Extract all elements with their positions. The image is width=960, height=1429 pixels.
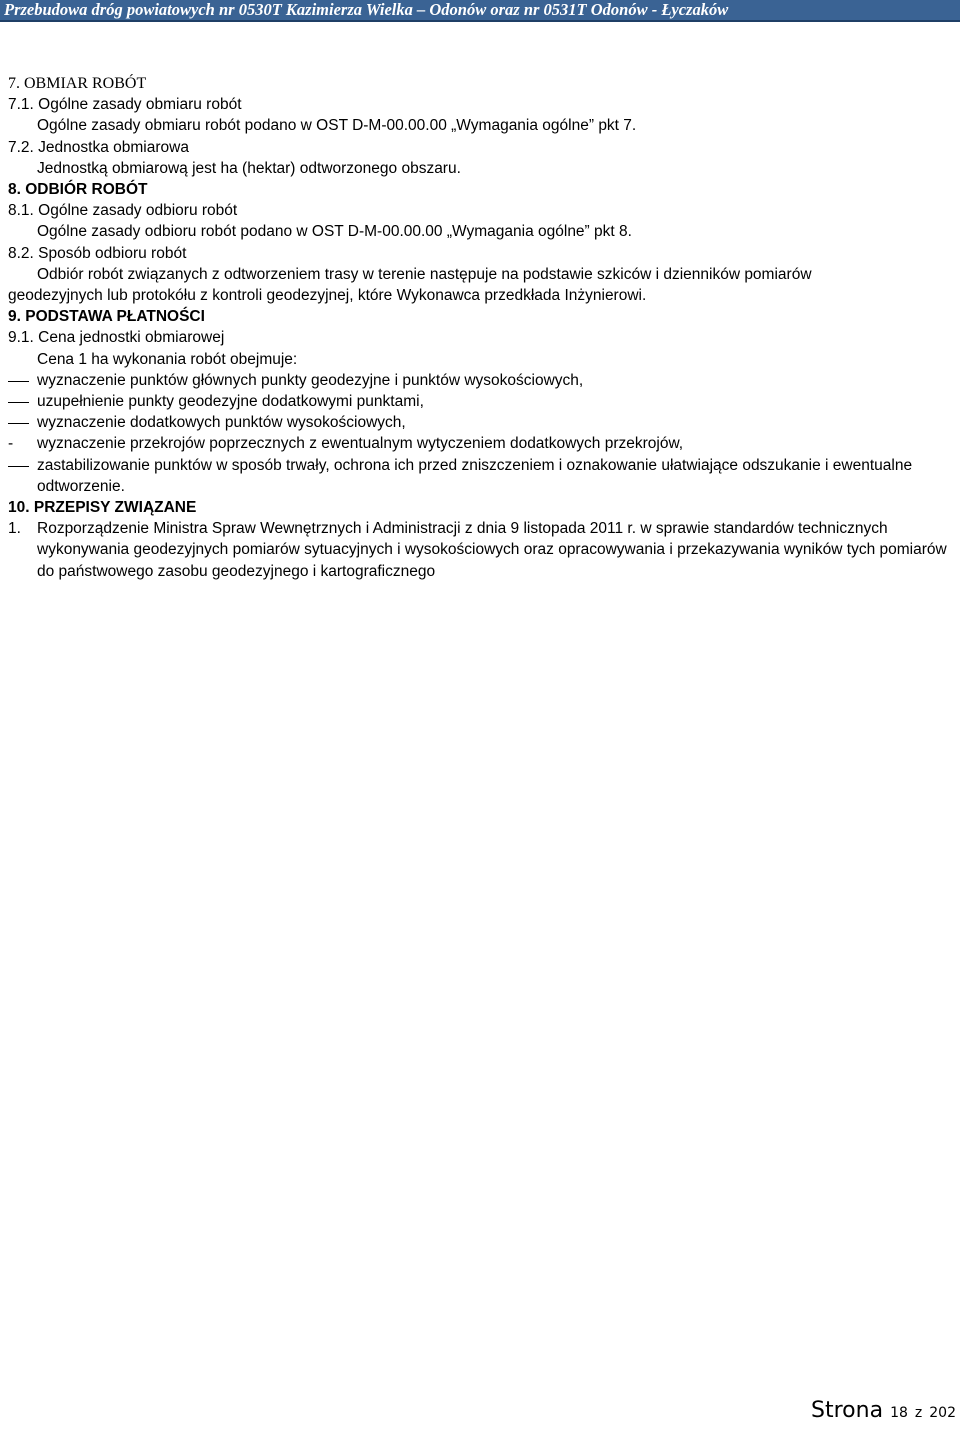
list-item-text: zastabilizowanie punktów w sposób trwały, ochrona ich przed zniszczeniem i oznakowanie ułatwiające odszukanie i ewentualne odtworzenie. [37, 456, 913, 495]
page-number: 18 [890, 1405, 908, 1421]
list-marker [8, 402, 29, 403]
section-9-heading: 9. PODSTAWA PŁATNOŚCI [8, 308, 205, 326]
section-7-1-text: Ogólne zasady obmiaru robót podano w OST D-M-00.00.00 „Wymagania ogólne” pkt 7. [37, 117, 637, 135]
list-item [8, 433, 958, 454]
header-title: Przebudowa dróg powiatowych nr 0530T Kazimierza Wielka – Odonów oraz nr 0531T Odonów - Łyczaków [4, 0, 729, 19]
section-8-1-text: Ogólne zasady odbioru robót podano w OST D-M-00.00.00 „Wymagania ogólne” pkt 8. [37, 223, 632, 241]
section-8-2-text-line-1: Odbiór robót związanych z odtworzeniem trasy w terenie następuje na podstawie szkiców i dzienników pomiarów [37, 265, 812, 283]
list-item-text: wyznaczenie dodatkowych punktów wysokościowych, [37, 414, 406, 432]
page-label: Strona [811, 1398, 884, 1423]
list-item-text: Rozporządzenie Ministra Spraw Wewnętrznych i Administracji z dnia 9 listopada 2011 r. w sprawie standardów technicznych wykonywania geodezyjnych pomiarów sytuacyjnych i wysokościowych oraz opracowywania i przekazywania wyników tych pomiarów do państwowego zasobu geodezyjnego i kartograficznego [37, 520, 947, 580]
section-8-heading: 8. ODBIÓR ROBÓT [8, 181, 148, 199]
list-item-text: wyznaczenie punktów głównych punkty geodezyjne i punktów wysokościowych, [37, 371, 584, 389]
list-marker [8, 381, 29, 382]
document-body [8, 73, 958, 582]
section-7-heading: 7. OBMIAR ROBÓT [8, 75, 147, 92]
section-7-2-title: 7.2. Jednostka obmiarowa [8, 138, 189, 156]
section-7-1-title: 7.1. Ogólne zasady obmiaru robót [8, 96, 242, 114]
page-of: z [914, 1405, 923, 1421]
list-marker: - [8, 435, 14, 453]
list-item [8, 391, 958, 412]
section-10-heading: 10. PRZEPISY ZWIĄZANE [8, 499, 197, 517]
list-marker: 1. [8, 520, 21, 538]
list-item [8, 370, 958, 391]
list-item [8, 412, 958, 433]
list-marker [8, 466, 29, 467]
list-item [8, 455, 958, 497]
document-header [0, 0, 960, 22]
list-item-text: uzupełnienie punkty geodezyjne dodatkowymi punktami, [37, 393, 424, 411]
section-9-1-title: 9.1. Cena jednostki obmiarowej [8, 329, 225, 347]
section-7-2-text: Jednostką obmiarową jest ha (hektar) odtworzonego obszaru. [37, 159, 461, 177]
section-8-2-title: 8.2. Sposób odbioru robót [8, 244, 187, 262]
section-9-1-text: Cena 1 ha wykonania robót obejmuje: [37, 350, 298, 368]
page-footer [811, 1395, 960, 1427]
section-8-2-text-line-2: geodezyjnych lub protokółu z kontroli geodezyjnej, które Wykonawca przedkłada Inżynierowi. [8, 287, 647, 305]
list-marker [8, 423, 29, 424]
page-total: 202 [929, 1405, 956, 1421]
list-item-text: wyznaczenie przekrojów poprzecznych z ewentualnym wytyczeniem dodatkowych przekrojów, [37, 435, 684, 453]
section-8-1-title: 8.1. Ogólne zasady odbioru robót [8, 202, 238, 220]
list-item [8, 518, 958, 582]
